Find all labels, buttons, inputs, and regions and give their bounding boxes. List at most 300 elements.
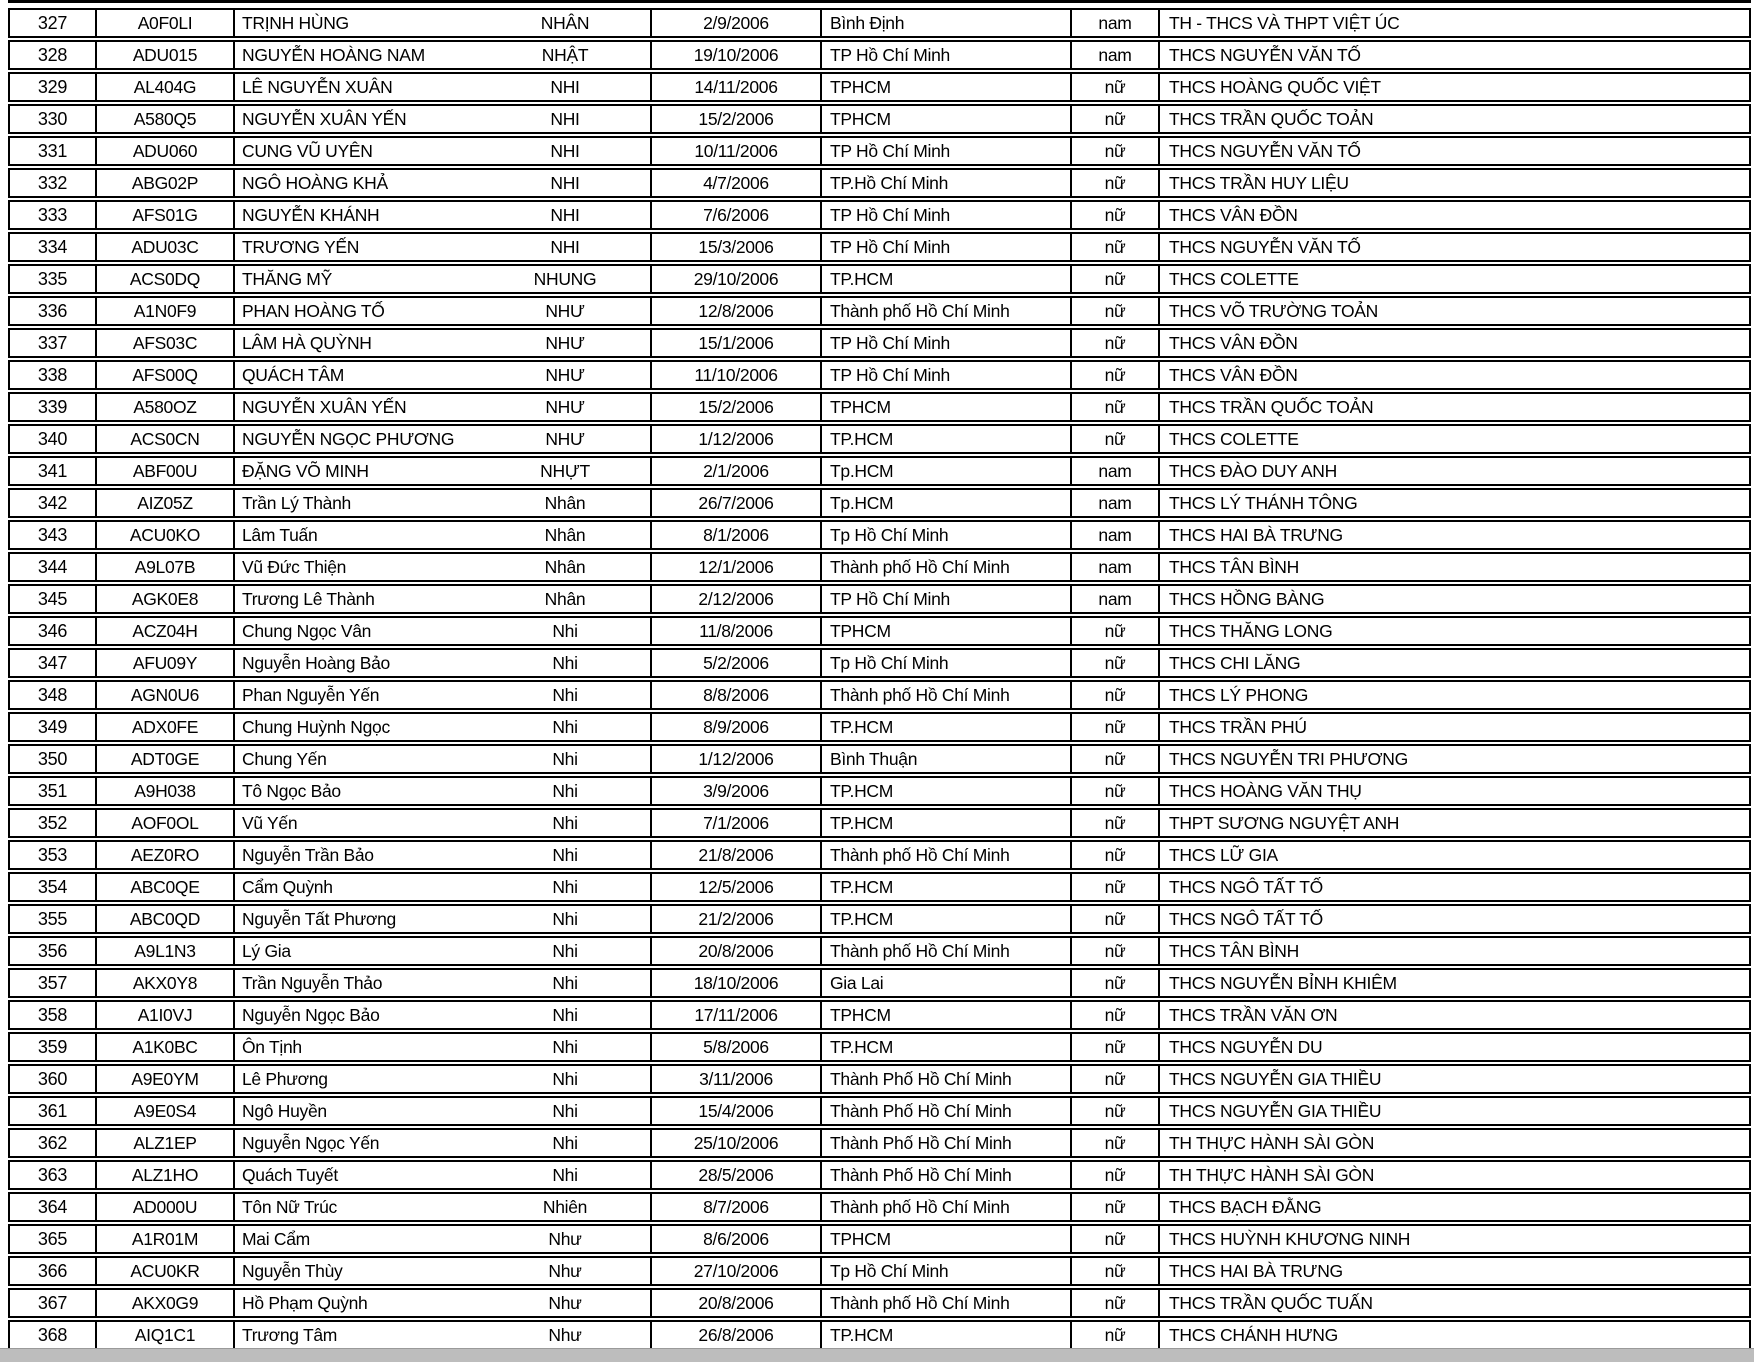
- row-number-cell[interactable]: 331: [37, 141, 68, 161]
- school-cell[interactable]: THCS TRẦN PHÚ: [1158, 714, 1749, 740]
- gender-cell[interactable]: nữ: [1070, 778, 1158, 804]
- student-code-cell[interactable]: AD000U: [95, 1194, 233, 1220]
- givenname-text: NHI: [550, 109, 580, 129]
- gender-cell[interactable]: nữ: [1070, 1130, 1158, 1156]
- birthplace-cell[interactable]: Thành phố Hồ Chí Minh: [820, 298, 1070, 324]
- row-number-cell[interactable]: 356: [37, 941, 68, 961]
- birthplace-cell[interactable]: TP.Hồ Chí Minh: [820, 170, 1070, 196]
- row-number-cell[interactable]: 357: [37, 973, 68, 993]
- student-code-cell[interactable]: ADU060: [95, 138, 233, 164]
- fullname-cell[interactable]: [233, 842, 650, 868]
- row-number-cell[interactable]: 347: [37, 653, 68, 673]
- gender-cell[interactable]: nữ: [1070, 1194, 1158, 1220]
- student-code-cell[interactable]: AFS01G: [95, 202, 233, 228]
- school-cell[interactable]: THCS NGUYỄN GIA THIỀU: [1158, 1098, 1749, 1124]
- gender-cell[interactable]: nữ: [1070, 1002, 1158, 1028]
- fullname-cell[interactable]: [233, 266, 650, 292]
- birthplace-cell[interactable]: Thành phố Hồ Chí Minh: [820, 682, 1070, 708]
- school-cell[interactable]: THCS CHI LĂNG: [1158, 650, 1749, 676]
- school-cell[interactable]: THCS TRẦN QUỐC TUẤN: [1158, 1290, 1749, 1316]
- fullname-cell[interactable]: [233, 1258, 650, 1284]
- row-number-cell[interactable]: 364: [37, 1197, 68, 1217]
- student-code-cell[interactable]: ABF00U: [95, 458, 233, 484]
- student-code-cell[interactable]: A1N0F9: [95, 298, 233, 324]
- dob-cell[interactable]: 14/11/2006: [650, 74, 820, 100]
- school-cell[interactable]: THPT SƯƠNG NGUYỆT ANH: [1158, 810, 1749, 836]
- row-number-cell[interactable]: 368: [37, 1325, 68, 1345]
- dob-cell[interactable]: 5/2/2006: [650, 650, 820, 676]
- student-code-cell[interactable]: ACU0KO: [95, 522, 233, 548]
- fullname-cell[interactable]: [233, 490, 650, 516]
- gender-cell[interactable]: nữ: [1070, 1162, 1158, 1188]
- student-code-cell[interactable]: ACS0DQ: [95, 266, 233, 292]
- gender-cell[interactable]: nữ: [1070, 170, 1158, 196]
- school-cell[interactable]: THCS TRẦN QUỐC TOẢN: [1158, 394, 1749, 420]
- student-code-cell[interactable]: ADU015: [95, 42, 233, 68]
- gender-cell[interactable]: nữ: [1070, 650, 1158, 676]
- row-number-cell[interactable]: 329: [37, 77, 68, 97]
- dob-cell[interactable]: 1/12/2006: [650, 426, 820, 452]
- dob-cell[interactable]: 21/2/2006: [650, 906, 820, 932]
- school-cell[interactable]: THCS CHÁNH HƯNG: [1158, 1322, 1749, 1348]
- row-number-cell[interactable]: 367: [37, 1293, 68, 1313]
- fullname-cell[interactable]: [233, 714, 650, 740]
- row-number-cell[interactable]: 352: [37, 813, 68, 833]
- student-code-cell[interactable]: AIZ05Z: [95, 490, 233, 516]
- fullname-cell[interactable]: [233, 1290, 650, 1316]
- school-cell[interactable]: THCS LỮ GIA: [1158, 842, 1749, 868]
- dob-cell[interactable]: 15/4/2006: [650, 1098, 820, 1124]
- student-code-cell[interactable]: AKX0G9: [95, 1290, 233, 1316]
- fullname-cell[interactable]: [233, 1130, 650, 1156]
- birthplace-cell[interactable]: Thành phố Hồ Chí Minh: [820, 842, 1070, 868]
- birthplace-cell[interactable]: TP.HCM: [820, 1034, 1070, 1060]
- school-cell[interactable]: THCS TRẦN QUỐC TOẢN: [1158, 106, 1749, 132]
- school-cell[interactable]: THCS VÂN ĐỒN: [1158, 362, 1749, 388]
- student-code-cell[interactable]: A1R01M: [95, 1226, 233, 1252]
- student-code-cell[interactable]: ALZ1HO: [95, 1162, 233, 1188]
- birthplace-cell[interactable]: TPHCM: [820, 106, 1070, 132]
- gender-cell[interactable]: nữ: [1070, 746, 1158, 772]
- gender-cell[interactable]: nữ: [1070, 202, 1158, 228]
- dob-cell[interactable]: 15/2/2006: [650, 106, 820, 132]
- dob-cell[interactable]: 29/10/2006: [650, 266, 820, 292]
- row-number-cell[interactable]: 327: [37, 13, 68, 33]
- birthplace-cell[interactable]: TP.HCM: [820, 874, 1070, 900]
- gender-cell[interactable]: nam: [1070, 554, 1158, 580]
- gender-cell[interactable]: nữ: [1070, 874, 1158, 900]
- birthplace-cell[interactable]: TP.HCM: [820, 1322, 1070, 1348]
- gender-cell[interactable]: nữ: [1070, 842, 1158, 868]
- student-code-cell[interactable]: ABG02P: [95, 170, 233, 196]
- dob-cell[interactable]: 2/9/2006: [650, 10, 820, 36]
- dob-cell[interactable]: 18/10/2006: [650, 970, 820, 996]
- school-cell[interactable]: THCS LÝ THÁNH TÔNG: [1158, 490, 1749, 516]
- fullname-cell[interactable]: [233, 1002, 650, 1028]
- dob-cell[interactable]: 12/8/2006: [650, 298, 820, 324]
- fullname-cell[interactable]: [233, 1322, 650, 1348]
- dob-cell[interactable]: 8/6/2006: [650, 1226, 820, 1252]
- school-cell[interactable]: THCS COLETTE: [1158, 266, 1749, 292]
- birthplace-cell[interactable]: Tp.HCM: [820, 458, 1070, 484]
- fullname-cell[interactable]: [233, 650, 650, 676]
- dob-cell[interactable]: 11/8/2006: [650, 618, 820, 644]
- fullname-text: LÂM HÀ QUỲNH: [242, 333, 372, 353]
- birthplace-cell[interactable]: Thành Phố Hồ Chí Minh: [820, 1066, 1070, 1092]
- gender-cell[interactable]: nữ: [1070, 106, 1158, 132]
- row-number-cell[interactable]: 336: [37, 301, 68, 321]
- birthplace-cell[interactable]: TP Hồ Chí Minh: [820, 330, 1070, 356]
- school-cell[interactable]: THCS HOÀNG QUỐC VIỆT: [1158, 74, 1749, 100]
- school-cell[interactable]: THCS COLETTE: [1158, 426, 1749, 452]
- birthplace-cell[interactable]: TPHCM: [820, 618, 1070, 644]
- birthplace-cell[interactable]: TPHCM: [820, 394, 1070, 420]
- givenname-text: Nhi: [552, 1101, 578, 1121]
- student-code-cell[interactable]: ACU0KR: [95, 1258, 233, 1284]
- gender-cell[interactable]: nữ: [1070, 1066, 1158, 1092]
- dob-cell[interactable]: 2/1/2006: [650, 458, 820, 484]
- row-number-cell[interactable]: 343: [37, 525, 68, 545]
- school-cell[interactable]: THCS HUỲNH KHƯƠNG NINH: [1158, 1226, 1749, 1252]
- school-cell[interactable]: THCS TRẦN HUY LIỆU: [1158, 170, 1749, 196]
- row-number-cell[interactable]: 361: [37, 1101, 68, 1121]
- row-number-cell[interactable]: 344: [37, 557, 68, 577]
- gender-cell[interactable]: nữ: [1070, 938, 1158, 964]
- birthplace-cell[interactable]: TP.HCM: [820, 714, 1070, 740]
- fullname-cell[interactable]: [233, 202, 650, 228]
- student-code-cell[interactable]: A9L1N3: [95, 938, 233, 964]
- gender-cell[interactable]: nữ: [1070, 906, 1158, 932]
- birthplace-cell[interactable]: Thành phố Hồ Chí Minh: [820, 554, 1070, 580]
- student-code-cell[interactable]: AFU09Y: [95, 650, 233, 676]
- student-code-cell[interactable]: ADU03C: [95, 234, 233, 260]
- dob-cell[interactable]: 17/11/2006: [650, 1002, 820, 1028]
- gender-cell[interactable]: nữ: [1070, 1322, 1158, 1348]
- row-number-cell[interactable]: 332: [37, 173, 68, 193]
- fullname-cell[interactable]: [233, 970, 650, 996]
- student-code-cell[interactable]: ACZ04H: [95, 618, 233, 644]
- fullname-cell[interactable]: [233, 426, 650, 452]
- row-number-cell[interactable]: 342: [37, 493, 68, 513]
- fullname-cell[interactable]: [233, 1226, 650, 1252]
- dob-cell[interactable]: 19/10/2006: [650, 42, 820, 68]
- dob-cell[interactable]: 4/7/2006: [650, 170, 820, 196]
- fullname-cell[interactable]: [233, 554, 650, 580]
- school-cell[interactable]: THCS TRẦN VĂN ƠN: [1158, 1002, 1749, 1028]
- row-number-cell[interactable]: 349: [37, 717, 68, 737]
- birthplace-cell[interactable]: Tp.HCM: [820, 490, 1070, 516]
- student-code-cell[interactable]: A9E0S4: [95, 1098, 233, 1124]
- dob-cell[interactable]: 15/3/2006: [650, 234, 820, 260]
- school-cell[interactable]: THCS NGUYỄN VĂN TỐ: [1158, 42, 1749, 68]
- row-number-cell[interactable]: 362: [37, 1133, 68, 1153]
- row-number-cell[interactable]: 346: [37, 621, 68, 641]
- student-code-cell[interactable]: A580Q5: [95, 106, 233, 132]
- student-code-cell[interactable]: AGK0E8: [95, 586, 233, 612]
- gender-cell[interactable]: nam: [1070, 490, 1158, 516]
- gender-cell[interactable]: nữ: [1070, 362, 1158, 388]
- gender-cell[interactable]: nữ: [1070, 1290, 1158, 1316]
- fullname-cell[interactable]: [233, 1034, 650, 1060]
- gender-cell[interactable]: nữ: [1070, 138, 1158, 164]
- gender-cell[interactable]: nữ: [1070, 330, 1158, 356]
- dob-cell[interactable]: 3/9/2006: [650, 778, 820, 804]
- birthplace-cell[interactable]: TP Hồ Chí Minh: [820, 362, 1070, 388]
- school-cell[interactable]: THCS TÂN BÌNH: [1158, 554, 1749, 580]
- student-code-cell[interactable]: ADT0GE: [95, 746, 233, 772]
- student-code-cell[interactable]: AOF0OL: [95, 810, 233, 836]
- birthplace-cell[interactable]: TP.HCM: [820, 778, 1070, 804]
- birthplace-cell[interactable]: Thành phố Hồ Chí Minh: [820, 938, 1070, 964]
- gender-cell[interactable]: nữ: [1070, 1098, 1158, 1124]
- fullname-cell[interactable]: [233, 394, 650, 420]
- gender-cell[interactable]: nam: [1070, 10, 1158, 36]
- fullname-cell[interactable]: [233, 170, 650, 196]
- fullname-cell[interactable]: [233, 906, 650, 932]
- dob-cell[interactable]: 3/11/2006: [650, 1066, 820, 1092]
- row-number-cell[interactable]: 337: [37, 333, 68, 353]
- fullname-cell[interactable]: [233, 618, 650, 644]
- student-code-cell[interactable]: AFS00Q: [95, 362, 233, 388]
- birthplace-cell[interactable]: TP.HCM: [820, 266, 1070, 292]
- birthplace-cell[interactable]: TP Hồ Chí Minh: [820, 42, 1070, 68]
- student-code-cell[interactable]: ABC0QE: [95, 874, 233, 900]
- birthplace-cell[interactable]: TPHCM: [820, 74, 1070, 100]
- dob-cell[interactable]: 8/1/2006: [650, 522, 820, 548]
- dob-cell[interactable]: 1/12/2006: [650, 746, 820, 772]
- row-number-cell[interactable]: 354: [37, 877, 68, 897]
- fullname-cell[interactable]: [233, 1194, 650, 1220]
- gender-cell[interactable]: nữ: [1070, 1226, 1158, 1252]
- dob-cell[interactable]: 2/12/2006: [650, 586, 820, 612]
- birthplace-cell[interactable]: Thành Phố Hồ Chí Minh: [820, 1130, 1070, 1156]
- gender-cell[interactable]: nam: [1070, 522, 1158, 548]
- school-cell[interactable]: THCS NGÔ TẤT TỐ: [1158, 906, 1749, 932]
- dob-cell[interactable]: 8/8/2006: [650, 682, 820, 708]
- birthplace-cell[interactable]: TP Hồ Chí Minh: [820, 586, 1070, 612]
- school-cell[interactable]: TH THỰC HÀNH SÀI GÒN: [1158, 1130, 1749, 1156]
- school-cell[interactable]: TH THỰC HÀNH SÀI GÒN: [1158, 1162, 1749, 1188]
- school-cell[interactable]: THCS NGUYỄN TRI PHƯƠNG: [1158, 746, 1749, 772]
- dob-cell[interactable]: 26/8/2006: [650, 1322, 820, 1348]
- dob-cell[interactable]: 12/5/2006: [650, 874, 820, 900]
- student-code-cell[interactable]: A1K0BC: [95, 1034, 233, 1060]
- school-cell[interactable]: THCS HAI BÀ TRƯNG: [1158, 522, 1749, 548]
- dob-cell[interactable]: 20/8/2006: [650, 1290, 820, 1316]
- gender-cell[interactable]: nữ: [1070, 234, 1158, 260]
- school-cell[interactable]: THCS VÂN ĐỒN: [1158, 202, 1749, 228]
- fullname-cell[interactable]: [233, 138, 650, 164]
- row-number-cell[interactable]: 359: [37, 1037, 68, 1057]
- school-cell[interactable]: THCS LÝ PHONG: [1158, 682, 1749, 708]
- fullname-cell[interactable]: [233, 682, 650, 708]
- birthplace-cell[interactable]: TP.HCM: [820, 810, 1070, 836]
- gender-cell[interactable]: nữ: [1070, 810, 1158, 836]
- birthplace-cell[interactable]: Thành phố Hồ Chí Minh: [820, 1194, 1070, 1220]
- dob-cell[interactable]: 27/10/2006: [650, 1258, 820, 1284]
- row-number-cell[interactable]: 363: [37, 1165, 68, 1185]
- row-number-cell[interactable]: 338: [37, 365, 68, 385]
- gender-cell[interactable]: nữ: [1070, 682, 1158, 708]
- dob-cell[interactable]: 26/7/2006: [650, 490, 820, 516]
- birthplace-cell[interactable]: TP Hồ Chí Minh: [820, 234, 1070, 260]
- student-code-cell[interactable]: A1I0VJ: [95, 1002, 233, 1028]
- dob-cell[interactable]: 5/8/2006: [650, 1034, 820, 1060]
- birthplace-cell[interactable]: Thành phố Hồ Chí Minh: [820, 1290, 1070, 1316]
- student-code-cell[interactable]: AKX0Y8: [95, 970, 233, 996]
- fullname-cell[interactable]: [233, 362, 650, 388]
- school-cell[interactable]: THCS THĂNG LONG: [1158, 618, 1749, 644]
- student-code-cell[interactable]: AEZ0RO: [95, 842, 233, 868]
- dob-cell[interactable]: 15/2/2006: [650, 394, 820, 420]
- gender-cell[interactable]: nữ: [1070, 298, 1158, 324]
- fullname-cell[interactable]: [233, 234, 650, 260]
- student-code-cell[interactable]: ADX0FE: [95, 714, 233, 740]
- fullname-cell[interactable]: [233, 298, 650, 324]
- birthplace-cell[interactable]: Bình Thuận: [820, 746, 1070, 772]
- row-number-cell[interactable]: 341: [37, 461, 68, 481]
- school-cell[interactable]: THCS VÕ TRƯỜNG TOẢN: [1158, 298, 1749, 324]
- fullname-cell[interactable]: [233, 586, 650, 612]
- fullname-cell[interactable]: [233, 874, 650, 900]
- row-number-cell[interactable]: 340: [37, 429, 68, 449]
- dob-cell[interactable]: 20/8/2006: [650, 938, 820, 964]
- student-code-cell[interactable]: A9L07B: [95, 554, 233, 580]
- dob-cell[interactable]: 21/8/2006: [650, 842, 820, 868]
- school-cell[interactable]: THCS VÂN ĐỒN: [1158, 330, 1749, 356]
- row-number-cell[interactable]: 350: [37, 749, 68, 769]
- birthplace-cell[interactable]: TP Hồ Chí Minh: [820, 202, 1070, 228]
- gender-cell[interactable]: nam: [1070, 586, 1158, 612]
- fullname-cell[interactable]: [233, 1066, 650, 1092]
- dob-cell[interactable]: 11/10/2006: [650, 362, 820, 388]
- dob-cell[interactable]: 15/1/2006: [650, 330, 820, 356]
- student-code-cell[interactable]: AGN0U6: [95, 682, 233, 708]
- row-number-cell[interactable]: 355: [37, 909, 68, 929]
- fullname-cell[interactable]: [233, 106, 650, 132]
- school-cell[interactable]: THCS ĐÀO DUY ANH: [1158, 458, 1749, 484]
- student-code-cell[interactable]: ABC0QD: [95, 906, 233, 932]
- dob-cell[interactable]: 10/11/2006: [650, 138, 820, 164]
- student-code-cell[interactable]: A9E0YM: [95, 1066, 233, 1092]
- row-number-cell[interactable]: 333: [37, 205, 68, 225]
- student-code-cell[interactable]: ALZ1EP: [95, 1130, 233, 1156]
- school-cell[interactable]: THCS NGUYỄN VĂN TỐ: [1158, 138, 1749, 164]
- school-cell[interactable]: THCS HAI BÀ TRƯNG: [1158, 1258, 1749, 1284]
- fullname-cell[interactable]: [233, 42, 650, 68]
- birthplace-cell[interactable]: Bình Định: [820, 10, 1070, 36]
- dob-cell[interactable]: 8/9/2006: [650, 714, 820, 740]
- fullname-cell[interactable]: [233, 746, 650, 772]
- student-code-cell[interactable]: AL404G: [95, 74, 233, 100]
- school-cell[interactable]: THCS NGUYỄN VĂN TỐ: [1158, 234, 1749, 260]
- row-number-cell[interactable]: 339: [37, 397, 68, 417]
- fullname-cell[interactable]: [233, 458, 650, 484]
- gender-cell[interactable]: nữ: [1070, 1258, 1158, 1284]
- dob-cell[interactable]: 7/6/2006: [650, 202, 820, 228]
- gender-cell[interactable]: nữ: [1070, 74, 1158, 100]
- school-cell[interactable]: THCS HỒNG BÀNG: [1158, 586, 1749, 612]
- dob-cell[interactable]: 8/7/2006: [650, 1194, 820, 1220]
- student-code-cell[interactable]: AFS03C: [95, 330, 233, 356]
- fullname-text: Chung Ngọc Vân: [242, 621, 372, 641]
- row-number-cell[interactable]: 351: [37, 781, 68, 801]
- student-code-cell[interactable]: ACS0CN: [95, 426, 233, 452]
- row-number-cell[interactable]: 345: [37, 589, 68, 609]
- dob-cell[interactable]: 7/1/2006: [650, 810, 820, 836]
- gender-cell[interactable]: nữ: [1070, 970, 1158, 996]
- row-number-cell[interactable]: 358: [37, 1005, 68, 1025]
- fullname-cell[interactable]: [233, 1162, 650, 1188]
- birthplace-cell[interactable]: Tp Hồ Chí Minh: [820, 522, 1070, 548]
- school-cell[interactable]: THCS BẠCH ĐẰNG: [1158, 1194, 1749, 1220]
- fullname-cell[interactable]: [233, 74, 650, 100]
- gender-cell[interactable]: nữ: [1070, 618, 1158, 644]
- gender-cell[interactable]: nữ: [1070, 1034, 1158, 1060]
- birthplace-cell[interactable]: TP Hồ Chí Minh: [820, 138, 1070, 164]
- fullname-cell[interactable]: [233, 10, 650, 36]
- gender-cell[interactable]: nữ: [1070, 266, 1158, 292]
- dob-cell[interactable]: 25/10/2006: [650, 1130, 820, 1156]
- fullname-cell[interactable]: [233, 778, 650, 804]
- row-number-cell[interactable]: 365: [37, 1229, 68, 1249]
- fullname-cell[interactable]: [233, 330, 650, 356]
- school-cell[interactable]: THCS NGÔ TẤT TỐ: [1158, 874, 1749, 900]
- gender-cell[interactable]: nam: [1070, 42, 1158, 68]
- birthplace-cell[interactable]: TPHCM: [820, 1002, 1070, 1028]
- row-number-cell[interactable]: 335: [37, 269, 68, 289]
- school-cell[interactable]: THCS TÂN BÌNH: [1158, 938, 1749, 964]
- student-code-cell[interactable]: A580OZ: [95, 394, 233, 420]
- row-number-cell[interactable]: 328: [37, 45, 68, 65]
- student-code-cell[interactable]: A9H038: [95, 778, 233, 804]
- student-code-cell[interactable]: A0F0LI: [95, 10, 233, 36]
- row-number-cell[interactable]: 366: [37, 1261, 68, 1281]
- row-number-cell[interactable]: 353: [37, 845, 68, 865]
- birthplace-cell[interactable]: Tp Hồ Chí Minh: [820, 650, 1070, 676]
- fullname-cell[interactable]: [233, 1098, 650, 1124]
- fullname-cell[interactable]: [233, 522, 650, 548]
- gender-cell[interactable]: nữ: [1070, 426, 1158, 452]
- givenname-text: Nhi: [552, 749, 578, 769]
- birthplace-cell[interactable]: Thành Phố Hồ Chí Minh: [820, 1162, 1070, 1188]
- school-cell[interactable]: THCS NGUYỄN DU: [1158, 1034, 1749, 1060]
- row-number-cell[interactable]: 348: [37, 685, 68, 705]
- dob-cell[interactable]: 28/5/2006: [650, 1162, 820, 1188]
- birthplace-cell[interactable]: TP.HCM: [820, 906, 1070, 932]
- row-number-cell[interactable]: 360: [37, 1069, 68, 1089]
- birthplace-cell[interactable]: TPHCM: [820, 1226, 1070, 1252]
- birthplace-cell[interactable]: Tp Hồ Chí Minh: [820, 1258, 1070, 1284]
- student-code-cell[interactable]: AIQ1C1: [95, 1322, 233, 1348]
- gender-cell[interactable]: nữ: [1070, 394, 1158, 420]
- gender-cell[interactable]: nam: [1070, 458, 1158, 484]
- school-cell[interactable]: THCS HOÀNG VĂN THỤ: [1158, 778, 1749, 804]
- gender-cell[interactable]: nữ: [1070, 714, 1158, 740]
- fullname-cell[interactable]: [233, 810, 650, 836]
- school-cell[interactable]: THCS NGUYỄN GIA THIỀU: [1158, 1066, 1749, 1092]
- school-cell[interactable]: TH - THCS VÀ THPT VIỆT ÚC: [1158, 10, 1749, 36]
- table-row: [8, 232, 1751, 262]
- birthplace-cell[interactable]: Gia Lai: [820, 970, 1070, 996]
- school-cell[interactable]: THCS NGUYỄN BỈNH KHIÊM: [1158, 970, 1749, 996]
- row-number-cell[interactable]: 330: [37, 109, 68, 129]
- row-number-cell[interactable]: 334: [37, 237, 68, 257]
- dob-cell[interactable]: 12/1/2006: [650, 554, 820, 580]
- birthplace-cell[interactable]: TP.HCM: [820, 426, 1070, 452]
- birthplace-cell[interactable]: Thành Phố Hồ Chí Minh: [820, 1098, 1070, 1124]
- fullname-cell[interactable]: [233, 938, 650, 964]
